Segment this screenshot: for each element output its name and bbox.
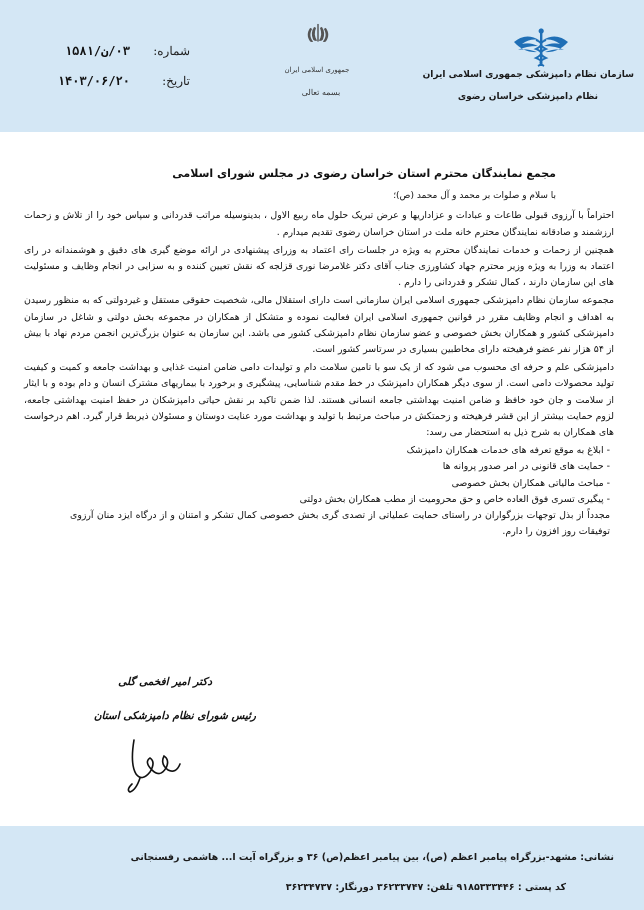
bismillah-caption: بسمه تعالی (301, 88, 341, 97)
letter-date-value: ۱۴۰۳/۰۶/۲۰ (57, 74, 130, 88)
signer-name: دکتر امیر افخمی گلی (118, 676, 212, 688)
caduceus-winged-logo-icon (512, 28, 570, 68)
letter-body (24, 166, 614, 540)
body-paragraph: همچنین از زحمات و خدمات نمایندگان محترم به ویژه در جلسات رای اعتماد به وزرای پیشنهادی در ارائه موضع گیری های دقیق و هوشمندانه در رای اعتماد به وزرا به ویژه وزیر محترم جهاد کشاورزی جناب آقای دکتر غلامرضا نوری قزلجه که نقش تعیین کننده و به سزایی در انجام وظایف و مسئولیت های این سازمان دارند ، کمال تشکر و قدردانی را دارم . (24, 244, 614, 289)
letter-number-row (60, 44, 190, 74)
organization-name: سازمان نظام دامپزشکی جمهوری اسلامی ایران (422, 70, 634, 80)
letter-date-row (57, 74, 190, 104)
letter-addressee: مجمع نمایندگان محترم استان خراسان رضوی در مجلس شورای اسلامی (172, 167, 556, 180)
request-item: - مباحث مالیاتی همکاران بخش خصوصی (451, 477, 610, 489)
emblem-caption: جمهوری اسلامی ایران (284, 66, 350, 74)
iran-emblem-icon (288, 22, 348, 66)
closing-paragraph: مجدداً از بذل توجهات بزرگواران در راستای حمایت عملیاتی از تصدی گری بخش خصوصی کمال تشکر و امتنان و از درگاه ایزد منان آرزوی توفیقات روز افزون را دارم. (70, 510, 610, 538)
body-paragraph: احتراماً با آرزوی قبولی طاعات و عبادات و عزاداریها و عرض تبریک حلول ماه ربیع الاول ، بدینوسیله مراتب قدردانی و سپاس خود را از تلاش و زحمات ارزشمند و صادقانه نمایندگان محترم خانه ملت در استان خراسان رضوی تقدیم میدارم . (24, 210, 614, 238)
request-item: - حمایت های قانونی در امر صدور پروانه ها (442, 461, 610, 473)
organization-branch: نظام دامپزشکی خراسان رضوی (457, 92, 598, 102)
request-item: - ابلاغ به موقع تعرفه های خدمات همکاران دامپزشک (406, 445, 610, 457)
letter-metadata (57, 44, 190, 104)
request-item: - پیگیری تسری فوق العاده خاص و حق محرومیت از مطب همکاران بخش دولتی (299, 493, 610, 505)
letter-number-label: شماره: (153, 44, 190, 58)
footer-address: نشانی: مشهد-بزرگراه پیامبر اعظم (ص)، بین پیامبر اعظم(ص) ۳۶ و بزرگراه آیت ا... هاشمی رفسنجانی (130, 852, 614, 863)
footer-contact: کد پستی : ۹۱۸۵۳۳۳۴۴۶ تلفن: ۳۶۲۳۳۷۴۷ دورنگار: ۳۶۲۳۴۷۳۷ (285, 882, 566, 893)
letter-number-value: ۰۳/ن/۱۵۸۱ (64, 44, 130, 58)
signer-title: رئیس شورای نظام دامپزشکی استان (93, 710, 256, 722)
requests-list (24, 443, 614, 508)
body-paragraph: دامپزشکی علم و حرفه ای محسوب می شود که از یک سو با تامین سلامت دام و تولیدات دامی ضامن امنیت غذایی و بهداشت جامعه و کمیت و کیفیت تولید محصولات دامی است. از سوی دیگر همکاران دامپزشک در خط مقدم شناسایی، پیشگیری و برخورد با بیماریهای مشترک انسان و دام بوده و با ایثار از سلامت و جان خود خافظ و ضامن امنیت بهداشتی جامعه انسانی هستند. لذا ضمن تاکید بر نقش حیاتی دامپزشکان در حفظ امنیت بهداشتی جامعه، لزوم حمایت بیشتر از این قشر فرهیخته و زحمتکش در مباحث مرتبط با تولید و بهداشت مورد عنایت دوستان و مسئولان ذیربط قرار گیرد. اهم درخواست های همکاران به شرح ذیل به استحضار می رسد: (24, 362, 614, 439)
body-paragraph: مجموعه سازمان نظام دامپزشکی جمهوری اسلامی ایران سازمانی است دارای استقلال مالی، شخصیت حقوقی مستقل و غیردولتی که به منظور رسیدن به اهداف و انجام وظایف مقرر در قوانین جمهوری اسلامی ایران فعالیت نموده و متشکل از همکاران در مجموعه بخش دولتی و شاغل در سازمان دامپزشکی کشور و همکاران بخش خصوصی و عضو سازمان نظام دامپزشکی کشور می باشد. این سازمان به عنوان بزرگ‌ترین انجمن مردم نهاد با بیش از ۵۴ هزار نفر عضو فرهیخته دارای مخاطبین بسیاری در سرتاسر کشور است. (24, 295, 614, 356)
letter-greeting: با سلام و صلوات بر محمد و آل محمد (ص)؛ (393, 191, 556, 202)
footer-band (0, 826, 644, 910)
letter-date-label: تاریخ: (162, 74, 190, 88)
handwritten-signature (120, 734, 190, 796)
